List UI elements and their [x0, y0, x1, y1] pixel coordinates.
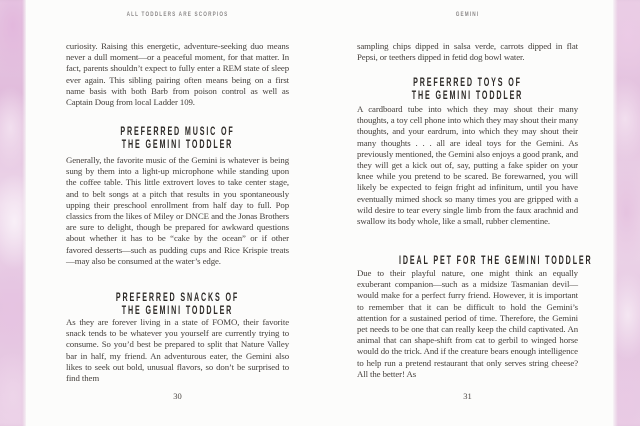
heading-line: PREFERRED SNACKS OF [115, 292, 240, 304]
left-running-head: ALL TODDLERS ARE SCORPIOS [126, 11, 229, 18]
heading-line: THE GEMINI TODDLER [121, 304, 234, 317]
left-page [66, 0, 289, 426]
left-page-number: 30 [173, 391, 182, 401]
heading-preferred-snacks [66, 292, 289, 317]
heading-ideal-pet [357, 255, 593, 268]
heading-line: IDEAL PET FOR THE GEMINI TODDLER [398, 255, 593, 267]
heading-line: PREFERRED TOYS OF [413, 77, 522, 89]
snacks-paragraph: As they are forever living in a state of FOMO, their favorite snack tends to be whatever you yourself are currently trying to consume. So you’d best be prepared to split that Nature Valley bar in half, my friend. An adventurous eater, the Gemini also likes to seek out bold, unusual flavors, so don’t be surprised to find them [66, 317, 289, 384]
pet-paragraph: Due to their playful nature, one might think an equally exuberant companion—such as a midsize Tasmanian devil—would make for a perfect furry friend. However, it is important to remember that it can be difficult to hold the Gemini’s attention for a sustained period of time. Therefore, the Gemini pet needs to be one that can really keep the child captivated. An animal that can shape-shift from cat to gerbil to winged horse would do the trick. And if the creature bears enough intelligence to help run a pretend restaurant that only serves string cheese? All the better! As [357, 268, 578, 379]
heading-line: PREFERRED MUSIC OF [120, 126, 235, 138]
right-page [357, 0, 593, 426]
watercolor-edge-right [613, 0, 640, 426]
toys-paragraph: A cardboard tube into which they may shout their many thoughts, a toy cell phone into which they may shout their many thoughts, and your eardrum, into which they may shout their many thoughts . . . all are ideal toys for the Gemini. As previously mentioned, the Gemini also enjoys a good prank, and they will get a kick out of, say, putting a fake spider on your knee while you pretend to be scared. Be forewarned, you will likely be expected to feign fright ad infinitum, until you have eventually mimed shock so many times you are gripped with a wild desire to tear every single limb from the faux arachnid and swallow its body whole, like a small, rubber clementine. [357, 104, 578, 227]
heading-line: THE GEMINI TODDLER [121, 138, 234, 151]
right-intro-paragraph: sampling chips dipped in salsa verde, carrots dipped in flat Pepsi, or teethers dipped in fetid dog bowl water. [357, 41, 578, 63]
heading-preferred-music [66, 126, 289, 151]
left-intro-paragraph: curiosity. Raising this energetic, adventure-seeking duo means never a dull moment—or a peaceful moment, for that matter. In fact, parents shouldn’t expect to fully enter a REM state of sleep ever again. This sibling pairing often means being on a first name basis with both Barb from poison control as well as Captain Doug from local Ladder 109. [66, 41, 289, 108]
heading-preferred-toys [357, 77, 578, 102]
music-paragraph: Generally, the favorite music of the Gemini is whatever is being sung by them into a light-up microphone while standing upon the coffee table. This little extrovert loves to take center stage, and to belt songs at a pitch that results in you spontaneously upping their preschool enrollment from half day to full. Pop classics from the likes of Miley or DNCE and the Jonas Brothers are sure to delight, though be prepared for awkward questions about whether it has to be “cake by the ocean” or if other favored desserts—such as pudding cups and Rice Krispie treats—may also be consumed at the water’s edge. [66, 155, 289, 266]
right-page-number: 31 [463, 391, 472, 401]
watercolor-edge-left [0, 0, 26, 426]
heading-line: THE GEMINI TODDLER [411, 89, 524, 102]
right-running-head: GEMINI [455, 11, 480, 18]
